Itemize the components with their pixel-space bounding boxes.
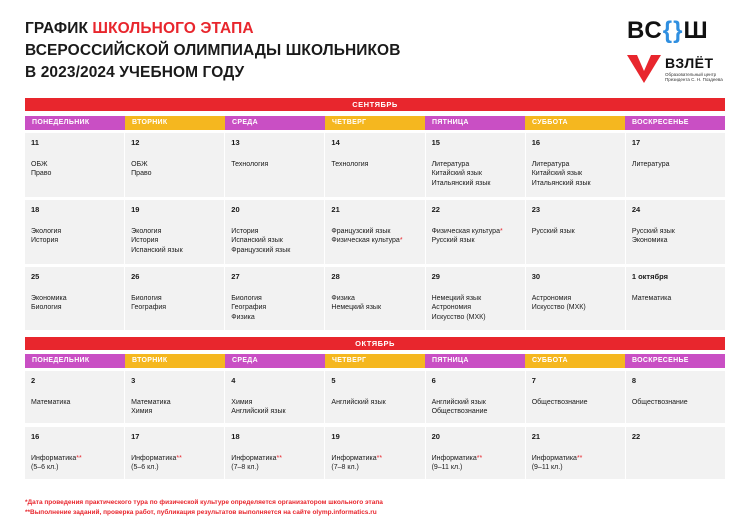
day-cell bbox=[25, 371, 124, 423]
footnotes bbox=[25, 498, 383, 518]
weekday: ЧЕТВЕРГ bbox=[325, 116, 425, 130]
subject: (5–6 кл.) bbox=[131, 464, 159, 471]
subject: Право bbox=[131, 170, 152, 177]
subject: Китайский язык bbox=[531, 170, 583, 177]
day-number: 21 bbox=[531, 432, 541, 441]
subject: (9–11 кл.) bbox=[531, 464, 563, 471]
subject: Информатика** bbox=[531, 454, 583, 462]
day-cell bbox=[426, 267, 525, 330]
day-cell bbox=[125, 133, 224, 197]
day-number: 7 bbox=[531, 376, 536, 385]
day-cell bbox=[325, 133, 424, 197]
day-cell bbox=[626, 371, 725, 423]
subject: Экология bbox=[31, 227, 62, 235]
day-cell bbox=[225, 267, 324, 330]
day-number: 15 bbox=[431, 138, 440, 147]
month-october: ОКТЯБРЬ bbox=[25, 337, 725, 350]
weekday: СРЕДА bbox=[225, 116, 325, 130]
day-cell bbox=[526, 427, 625, 479]
subject: Искусство (МХК) bbox=[531, 304, 586, 311]
weekday: СРЕДА bbox=[225, 354, 325, 368]
day-cell bbox=[325, 427, 424, 479]
day-cell bbox=[526, 371, 625, 423]
subject: Экономика bbox=[31, 294, 67, 302]
month-september: СЕНТЯБРЬ bbox=[25, 98, 725, 111]
footnote: *Дата проведения практического тура по физической культуре определяется организатором школьного этапа bbox=[25, 499, 383, 506]
subject: Биология bbox=[231, 294, 262, 302]
subject: Информатика** bbox=[331, 454, 383, 462]
day-number: 8 bbox=[631, 376, 637, 385]
day-number: 30 bbox=[531, 272, 541, 281]
day-cell bbox=[225, 371, 324, 423]
day-number: 24 bbox=[631, 205, 641, 214]
subject: Физика bbox=[331, 294, 355, 302]
subject: Английский язык bbox=[231, 408, 286, 415]
day-number: 11 bbox=[31, 138, 39, 147]
subject: Французский язык bbox=[331, 227, 391, 235]
day-cell bbox=[626, 133, 725, 197]
day-number: 16 bbox=[31, 432, 40, 441]
subject: Русский язык bbox=[631, 227, 675, 235]
subject: Математика bbox=[131, 398, 171, 406]
day-number: 28 bbox=[331, 272, 340, 281]
subject: Итальянский язык bbox=[431, 179, 491, 187]
day-cell bbox=[526, 133, 625, 197]
subject: Информатика** bbox=[131, 454, 182, 462]
day-number: 29 bbox=[431, 272, 440, 281]
subject: Немецкий язык bbox=[431, 294, 482, 302]
day-cell bbox=[426, 200, 525, 264]
weekday: ВТОРНИК bbox=[125, 354, 225, 368]
title-line3: В 2023/2024 УЧЕБНОМ ГОДУ bbox=[25, 64, 245, 81]
day-cell bbox=[426, 371, 525, 423]
weekday-header-september bbox=[25, 116, 725, 130]
subject: Литература bbox=[431, 160, 470, 168]
subject: Астрономия bbox=[531, 294, 572, 302]
weekday: ВОСКРЕСЕНЬЕ bbox=[625, 116, 725, 130]
subject: Экономика bbox=[631, 237, 668, 244]
day-number: 18 bbox=[31, 205, 40, 214]
day-number: 5 bbox=[331, 376, 336, 385]
subject: Испанский язык bbox=[131, 246, 183, 254]
week-row bbox=[25, 267, 725, 330]
day-number: 22 bbox=[631, 432, 641, 441]
subject: Обществознание bbox=[631, 398, 688, 406]
day-number: 2 bbox=[31, 376, 36, 385]
day-cell bbox=[225, 200, 324, 264]
subject: Испанский язык bbox=[231, 237, 283, 244]
subject: Информатика** bbox=[431, 454, 483, 462]
subject: Обществознание bbox=[431, 408, 488, 415]
weekday: ПОНЕДЕЛЬНИК bbox=[25, 116, 125, 130]
subject: (7–8 кл.) bbox=[231, 464, 259, 471]
week-row bbox=[25, 200, 725, 264]
subject: Немецкий язык bbox=[331, 304, 382, 311]
subject: Астрономия bbox=[431, 304, 471, 311]
day-cell bbox=[225, 133, 324, 197]
day-cell bbox=[125, 200, 224, 264]
weekday: ВОСКРЕСЕНЬЕ bbox=[625, 354, 725, 368]
subject: (7–8 кл.) bbox=[331, 464, 359, 471]
day-number: 3 bbox=[131, 376, 136, 385]
subject: Физическая культура* bbox=[431, 227, 503, 235]
subject: (5–6 кл.) bbox=[31, 464, 59, 471]
subject: Экология bbox=[131, 227, 162, 235]
week-row bbox=[25, 371, 725, 423]
weekday: ПЯТНИЦА bbox=[425, 354, 525, 368]
day-cell bbox=[526, 200, 625, 264]
subject: География bbox=[131, 304, 167, 311]
day-number: 23 bbox=[531, 205, 541, 214]
day-number: 19 bbox=[131, 205, 140, 214]
subject: Физическая культура* bbox=[331, 237, 403, 244]
day-number: 13 bbox=[231, 138, 240, 147]
day-cell bbox=[25, 133, 124, 197]
subject: Биология bbox=[131, 294, 162, 302]
subject: Биология bbox=[31, 304, 62, 311]
vsosh-logo: ВС{}Ш bbox=[627, 17, 709, 44]
day-number: 12 bbox=[131, 138, 140, 147]
subject: Русский язык bbox=[531, 227, 575, 235]
weekday: СУББОТА bbox=[525, 354, 625, 368]
day-number: 17 bbox=[131, 432, 140, 441]
day-number: 14 bbox=[331, 138, 340, 147]
day-number: 21 bbox=[331, 205, 340, 214]
day-cell bbox=[25, 427, 124, 479]
day-cell bbox=[125, 371, 224, 423]
subject: Физика bbox=[231, 313, 255, 321]
subject: Литература bbox=[631, 160, 670, 168]
subject: Китайский язык bbox=[431, 170, 482, 177]
subject: Технология bbox=[331, 160, 369, 168]
day-cell bbox=[225, 427, 324, 479]
weekday-header-october bbox=[25, 354, 725, 368]
subject: Математика bbox=[631, 294, 672, 302]
day-cell bbox=[626, 200, 725, 264]
subject: Химия bbox=[131, 408, 153, 415]
day-cell bbox=[325, 200, 424, 264]
weekday: ПОНЕДЕЛЬНИК bbox=[25, 354, 125, 368]
subject: История bbox=[131, 237, 159, 244]
subject: Искусство (МХК) bbox=[431, 313, 486, 321]
day-cell bbox=[125, 427, 224, 479]
week-row bbox=[25, 427, 725, 479]
subject: Информатика** bbox=[231, 454, 282, 462]
subject: Химия bbox=[231, 398, 253, 406]
day-number: 4 bbox=[231, 376, 236, 385]
subject: Русский язык bbox=[431, 237, 475, 244]
day-cell bbox=[325, 371, 424, 423]
day-cell bbox=[426, 427, 525, 479]
subject: Французский язык bbox=[231, 246, 291, 254]
day-number: 6 bbox=[431, 376, 436, 385]
day-number: 1 октября bbox=[631, 272, 668, 281]
subject: Английский язык bbox=[431, 398, 486, 406]
subject: Английский язык bbox=[331, 398, 386, 406]
subject: Литература bbox=[531, 160, 570, 168]
day-number: 18 bbox=[231, 432, 240, 441]
subject: История bbox=[31, 237, 59, 244]
weekday: ЧЕТВЕРГ bbox=[325, 354, 425, 368]
day-cell bbox=[526, 267, 625, 330]
subject: Информатика** bbox=[31, 454, 82, 462]
day-number: 22 bbox=[431, 205, 440, 214]
subject: Математика bbox=[31, 398, 71, 406]
day-number: 17 bbox=[631, 138, 641, 147]
weekday: ПЯТНИЦА bbox=[425, 116, 525, 130]
title-line2: ВСЕРОССИЙСКОЙ ОЛИМПИАДЫ ШКОЛЬНИКОВ bbox=[25, 42, 401, 59]
day-cell bbox=[25, 267, 124, 330]
subject: Обществознание bbox=[531, 398, 588, 406]
day-cell bbox=[626, 267, 725, 330]
subject: Право bbox=[31, 170, 52, 177]
day-number: 19 bbox=[331, 432, 340, 441]
page-title bbox=[25, 18, 401, 84]
subject: Итальянский язык bbox=[531, 179, 591, 187]
vzlet-mark-icon bbox=[627, 55, 661, 83]
day-number: 20 bbox=[431, 432, 440, 441]
title-line1-b: ШКОЛЬНОГО ЭТАПА bbox=[92, 20, 254, 37]
day-cell bbox=[125, 267, 224, 330]
day-cell bbox=[25, 200, 124, 264]
vzlet-logo: ВЗЛЁТ Образовательный центр Президента С. Н. Поздеева bbox=[627, 55, 727, 85]
subject: История bbox=[231, 227, 259, 235]
week-row bbox=[25, 133, 725, 197]
subject: ОБЖ bbox=[31, 160, 48, 168]
subject: География bbox=[231, 304, 267, 311]
day-cell bbox=[626, 427, 725, 479]
day-number: 25 bbox=[31, 272, 40, 281]
day-cell bbox=[426, 133, 525, 197]
subject: Технология bbox=[231, 160, 269, 168]
subject: ОБЖ bbox=[131, 160, 148, 168]
day-number: 20 bbox=[231, 205, 240, 214]
footnote: **Выполнение заданий, проверка работ, публикация результатов выполняется на сайте olymp.informatics.ru bbox=[25, 509, 377, 516]
subject: (9–11 кл.) bbox=[431, 464, 463, 471]
day-cell bbox=[325, 267, 424, 330]
weekday: СУББОТА bbox=[525, 116, 625, 130]
weekday: ВТОРНИК bbox=[125, 116, 225, 130]
day-number: 26 bbox=[131, 272, 140, 281]
day-number: 27 bbox=[231, 272, 240, 281]
day-number: 16 bbox=[531, 138, 541, 147]
title-line1-a: ГРАФИК bbox=[25, 20, 93, 37]
